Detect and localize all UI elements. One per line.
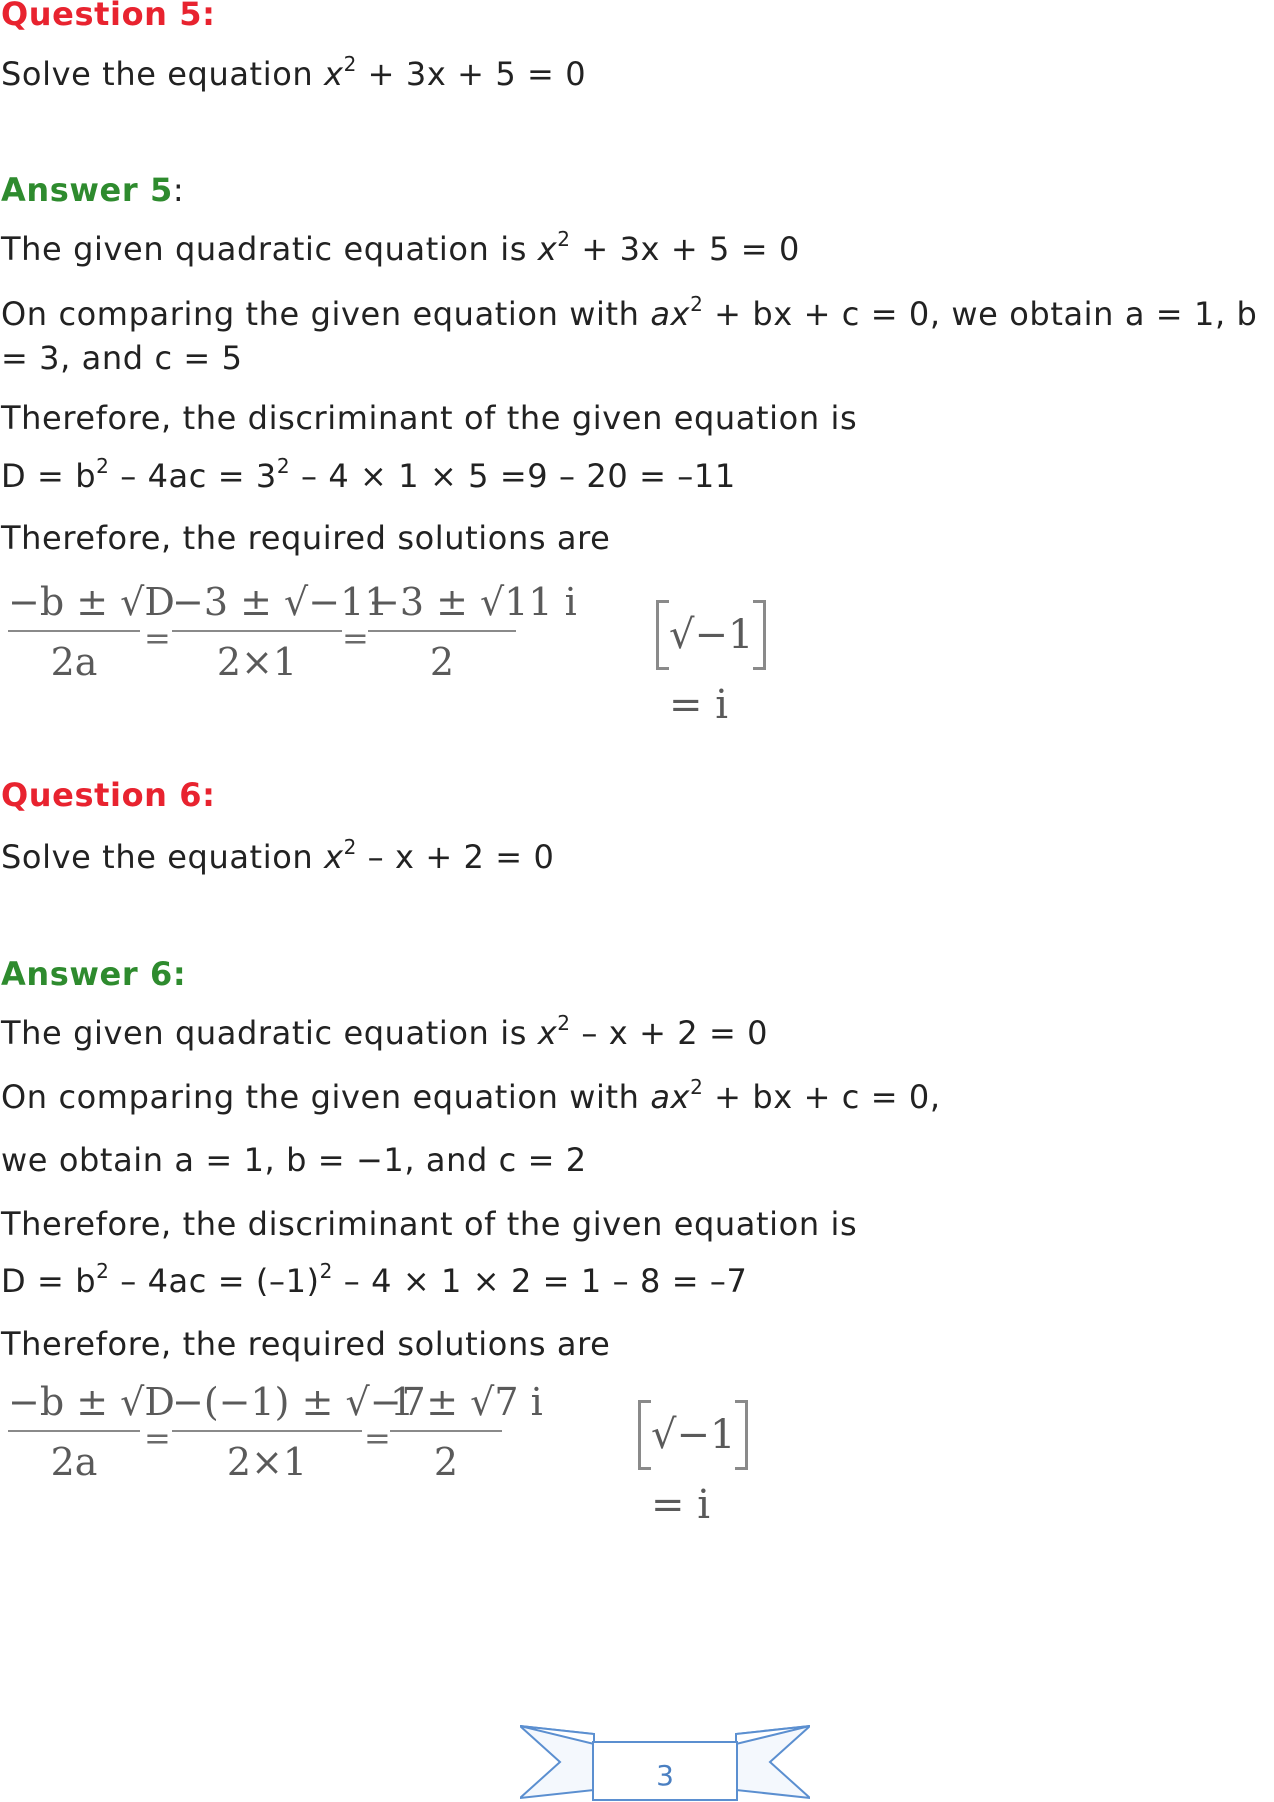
page-number-ribbon bbox=[520, 1722, 810, 1802]
answer-6-compare-line-2: we obtain a = 1, b = −1, and c = 2 bbox=[1, 1141, 587, 1179]
question-6-text: Solve the equation $x^2 - x + 2 = 0$ bbox=[1, 835, 555, 876]
answer-6-compare-line-1: On comparing the given equation with $ax^2$ + bx + c = 0, bbox=[1, 1075, 941, 1116]
equals-sign: = bbox=[364, 1419, 391, 1457]
equals-sign: = bbox=[342, 619, 369, 657]
fraction: 1 ± √7 i 2 bbox=[390, 1380, 543, 1484]
fraction: −3 ± √11 i 2 bbox=[368, 580, 577, 684]
imaginary-unit-note: √−1 = i bbox=[656, 600, 766, 670]
imaginary-unit-note: √−1 = i bbox=[638, 1400, 748, 1470]
question-5-text: Solve the equation $x^2 + 3x + 5 = 0$ bbox=[1, 52, 587, 93]
answer-6-heading: Answer 6: bbox=[1, 955, 187, 993]
fraction: −(−1) ± √−7 2×1 bbox=[172, 1380, 426, 1484]
answer-6-discriminant: $D = b^2 - 4ac = (-1)^2 - 4 \times 1 \times 2 = 1 - 8 = -7$ bbox=[1, 1259, 748, 1300]
answer-5-heading: Answer 5: bbox=[1, 171, 185, 209]
answer-6-discriminant-intro: Therefore, the discriminant of the given equation is bbox=[1, 1205, 858, 1243]
answer-5-discriminant-intro: Therefore, the discriminant of the given equation is bbox=[1, 399, 858, 437]
answer-5-compare-line-1: On comparing the given equation with $ax^2$ + bx + c = 0, we obtain a = 1, b bbox=[1, 292, 1258, 333]
answer-5-discriminant: $D = b^2 - 4ac = 3^2 - 4 \times 1 \times 5 =9 - 20 = -11$ bbox=[1, 454, 736, 495]
equals-sign: = bbox=[144, 1419, 171, 1457]
fraction: −b ± √D 2a bbox=[8, 580, 175, 684]
answer-6-solutions-intro: Therefore, the required solutions are bbox=[1, 1325, 611, 1363]
page-number: 3 bbox=[656, 1759, 674, 1792]
question-6-heading: Question 6: bbox=[1, 776, 216, 814]
answer-5-given: The given quadratic equation is $x^2 + 3x + 5 = 0$ bbox=[1, 227, 800, 268]
equals-sign: = bbox=[144, 619, 171, 657]
answer-5-compare-line-2: = 3, and c = 5 bbox=[1, 339, 243, 377]
answer-6-given: The given quadratic equation is $x^2 - x + 2 = 0$ bbox=[1, 1011, 769, 1052]
fraction: −b ± √D 2a bbox=[8, 1380, 175, 1484]
fraction: −3 ± √−11 2×1 bbox=[172, 580, 389, 684]
question-5-heading: Question 5: bbox=[1, 0, 216, 33]
answer-5-solutions-intro: Therefore, the required solutions are bbox=[1, 519, 611, 557]
